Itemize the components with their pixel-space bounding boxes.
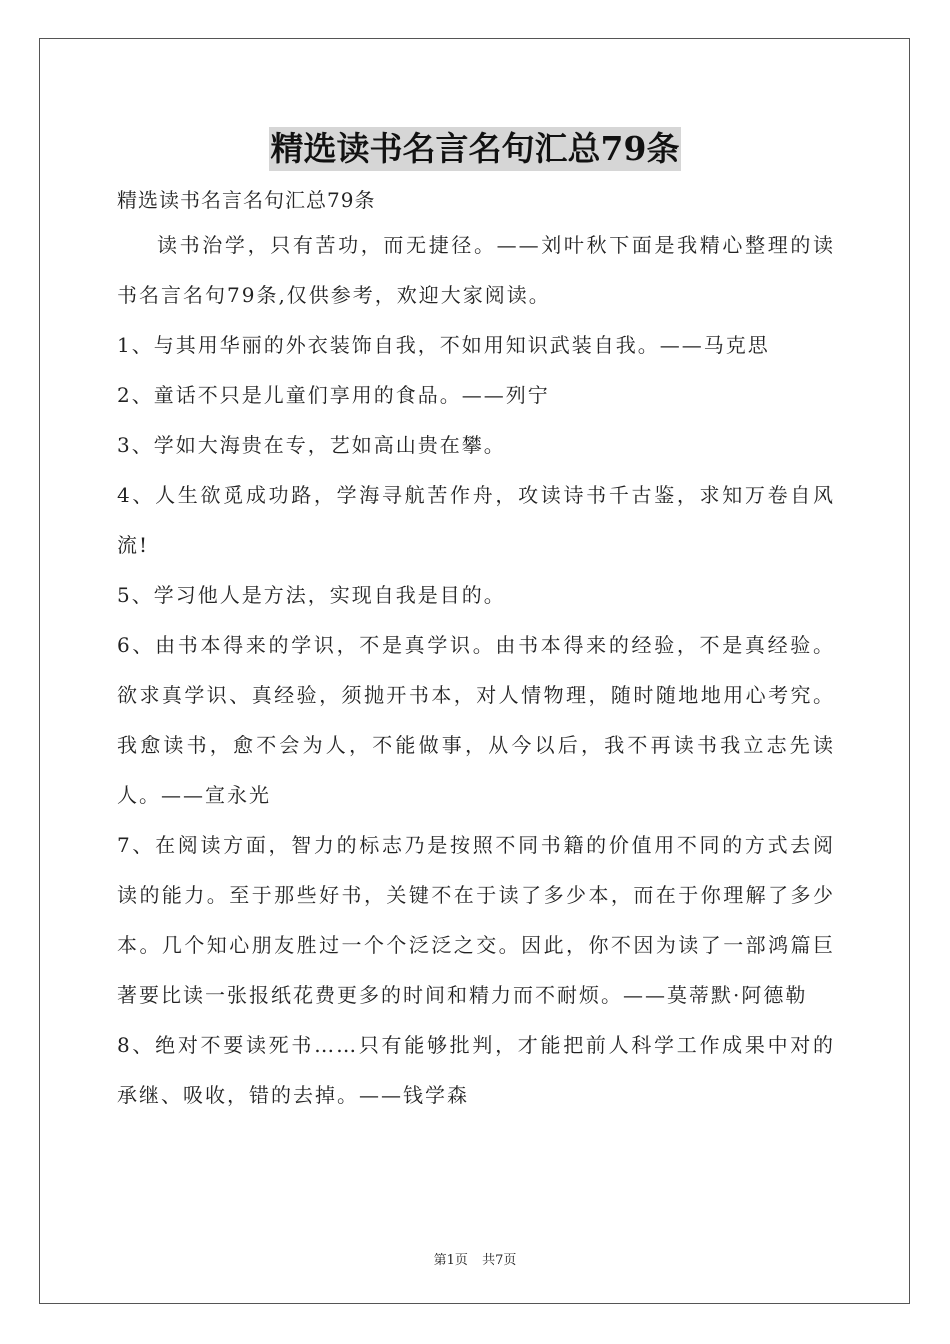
quote-item: 6、由书本得来的学识，不是真学识。由书本得来的经验，不是真经验。欲求真学识、真经验，须抛开书本，对人情物理，随时随地地用心考究。我愈读书，愈不会为人，不能做事，从今以后，我不再读书我立志先读人。——宣永光	[117, 633, 835, 807]
document-subtitle: 精选读书名言名句汇总79条	[117, 188, 376, 212]
document-body	[117, 180, 835, 1120]
page-footer	[0, 1249, 950, 1268]
document-title: 精选读书名言名句汇总79条	[269, 127, 682, 171]
page-number: 第1页	[433, 1253, 468, 1268]
intro-paragraph: 读书治学，只有苦功，而无捷径。——刘叶秋下面是我精心整理的读书名言名句79条,仅供参考，欢迎大家阅读。	[117, 233, 835, 307]
quote-item: 1、与其用华丽的外衣装饰自我，不如用知识武装自我。——马克思	[117, 333, 770, 357]
quote-item: 4、人生欲觅成功路，学海寻航苦作舟，攻读诗书千古鉴，求知万卷自风流!	[117, 483, 835, 557]
quote-item: 7、在阅读方面，智力的标志乃是按照不同书籍的价值用不同的方式去阅读的能力。至于那些好书，关键不在于读了多少本，而在于你理解了多少本。几个知心朋友胜过一个个泛泛之交。因此，你不因为读了一部鸿篇巨著要比读一张报纸花费更多的时间和精力而不耐烦。——莫蒂默·阿德勒	[117, 833, 835, 1007]
quote-item: 5、学习他人是方法，实现自我是目的。	[117, 583, 506, 607]
quote-item: 3、学如大海贵在专，艺如高山贵在攀。	[117, 433, 506, 457]
quote-item: 2、童话不只是儿童们享用的食品。——列宁	[117, 383, 550, 407]
page-total: 共7页	[482, 1253, 517, 1268]
quote-item: 8、绝对不要读死书……只有能够批判，才能把前人科学工作成果中对的承继、吸收，错的去掉。——钱学森	[117, 1033, 835, 1107]
title-area	[0, 127, 950, 171]
